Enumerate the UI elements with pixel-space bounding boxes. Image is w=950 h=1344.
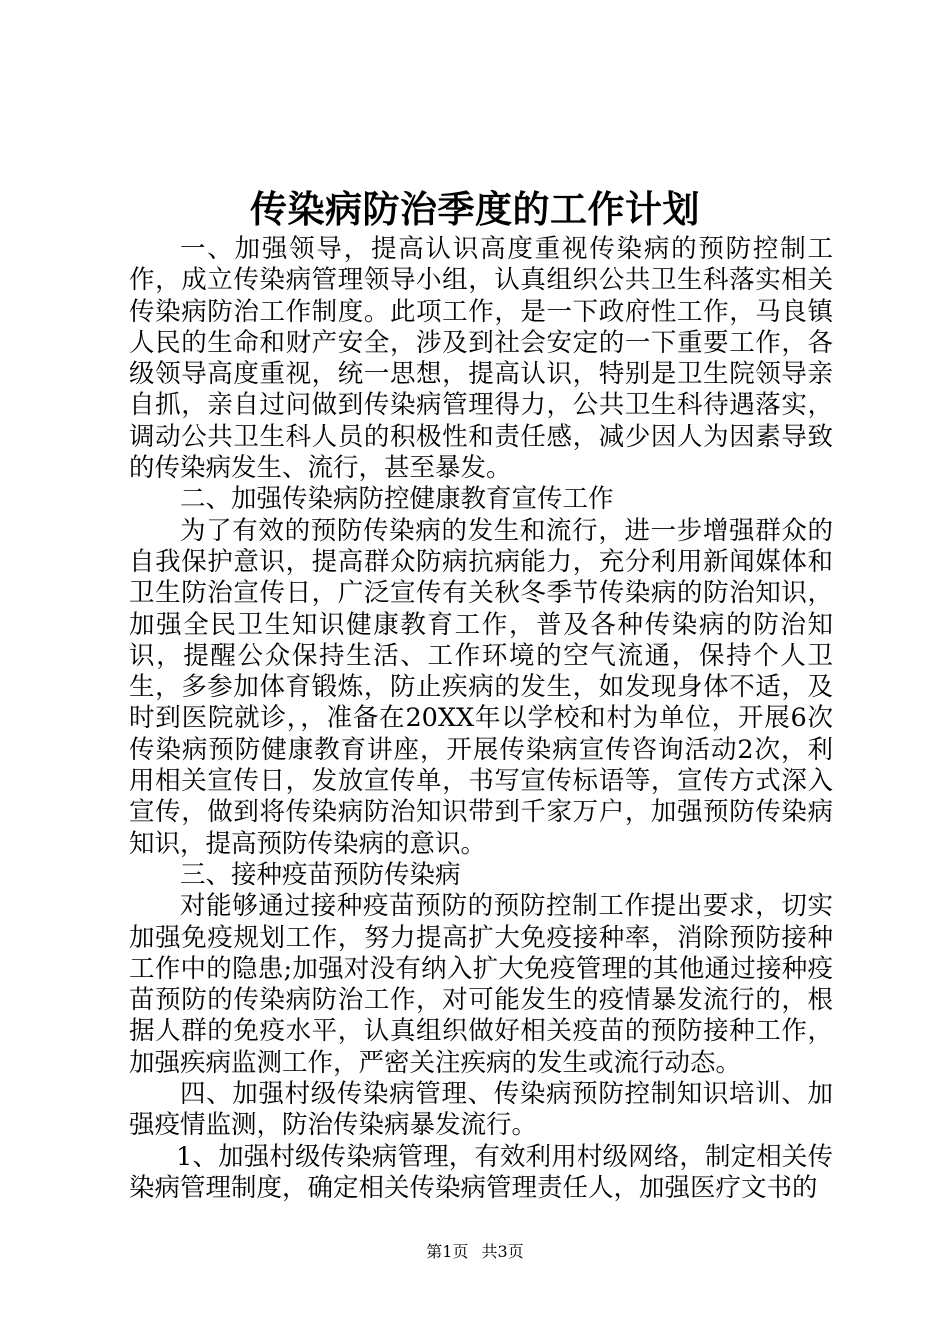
paragraph-health-education: 为了有效的预防传染病的发生和流行，进一步增强群众的自我保护意识，提高群众防病抗病能力，充分利用新闻媒体和卫生防治宣传日，广泛宣传有关秋冬季节传染病的防治知识，加强全民卫生知识健康教育工作，普及各种传染病的防治知识，提醒公众保持生活、工作环境的空气流通，保持个人卫生，多参加体育锻炼，防止疾病的发生，如发现身体不适，及时到医院就诊，，准备在20XX年以学校和村为单位，开展6次传染病预防健康教育讲座，开展传染病宣传咨询活动2次，利用相关宣传日，发放宣传单，书写宣传标语等，宣传方式深入宣传，做到将传染病防治知识带到千家万户，加强预防传染病知识，提高预防传染病的意识。 [129, 515, 833, 859]
paragraph-leadership: 一、加强领导，提高认识高度重视传染病的预防控制工作，成立传染病管理领导小组，认真组织公共卫生科落实相关传染病防治工作制度。此项工作，是一下政府性工作，马良镇人民的生命和财产安全，涉及到社会安定的一下重要工作，各级领导高度重视，统一思想，提高认识，特别是卫生院领导亲自抓，亲自过问做到传染病管理得力，公共卫生科待遇落实，调动公共卫生科人员的积极性和责任感，减少因人为因素导致的传染病发生、流行，甚至暴发。 [129, 234, 833, 484]
page-number: 第1页 [426, 1242, 469, 1261]
section-heading-health-education: 二、加强传染病防控健康教育宣传工作 [180, 484, 614, 515]
paragraph-vaccination: 对能够通过接种疫苗预防的预防控制工作提出要求，切实加强免疫规划工作，努力提高扩大免疫接种率，消除预防接种工作中的隐患;加强对没有纳入扩大免疫管理的其他通过接种疫苗预防的传染病防治工作，对可能发生的疫情暴发流行的，根据人群的免疫水平，认真组织做好相关疫苗的预防接种工作，加强疾病监测工作，严密关注疾病的发生或流行动态。 [129, 891, 833, 1078]
section-heading-vaccination: 三、接种疫苗预防传染病 [180, 859, 461, 890]
page-footer [0, 1240, 950, 1264]
paragraph-village-management-item-1: 1、加强村级传染病管理，有效利用村级网络，制定相关传染病管理制度，确定相关传染病管理责任人，加强医疗文书的 [129, 1141, 833, 1203]
document-body [129, 234, 833, 1204]
document-title: 传染病防治季度的工作计划 [250, 187, 700, 231]
page-total: 共3页 [481, 1242, 524, 1261]
paragraph-village-management: 四、加强村级传染病管理、传染病预防控制知识培训、加强疫情监测，防治传染病暴发流行。 [129, 1079, 833, 1141]
